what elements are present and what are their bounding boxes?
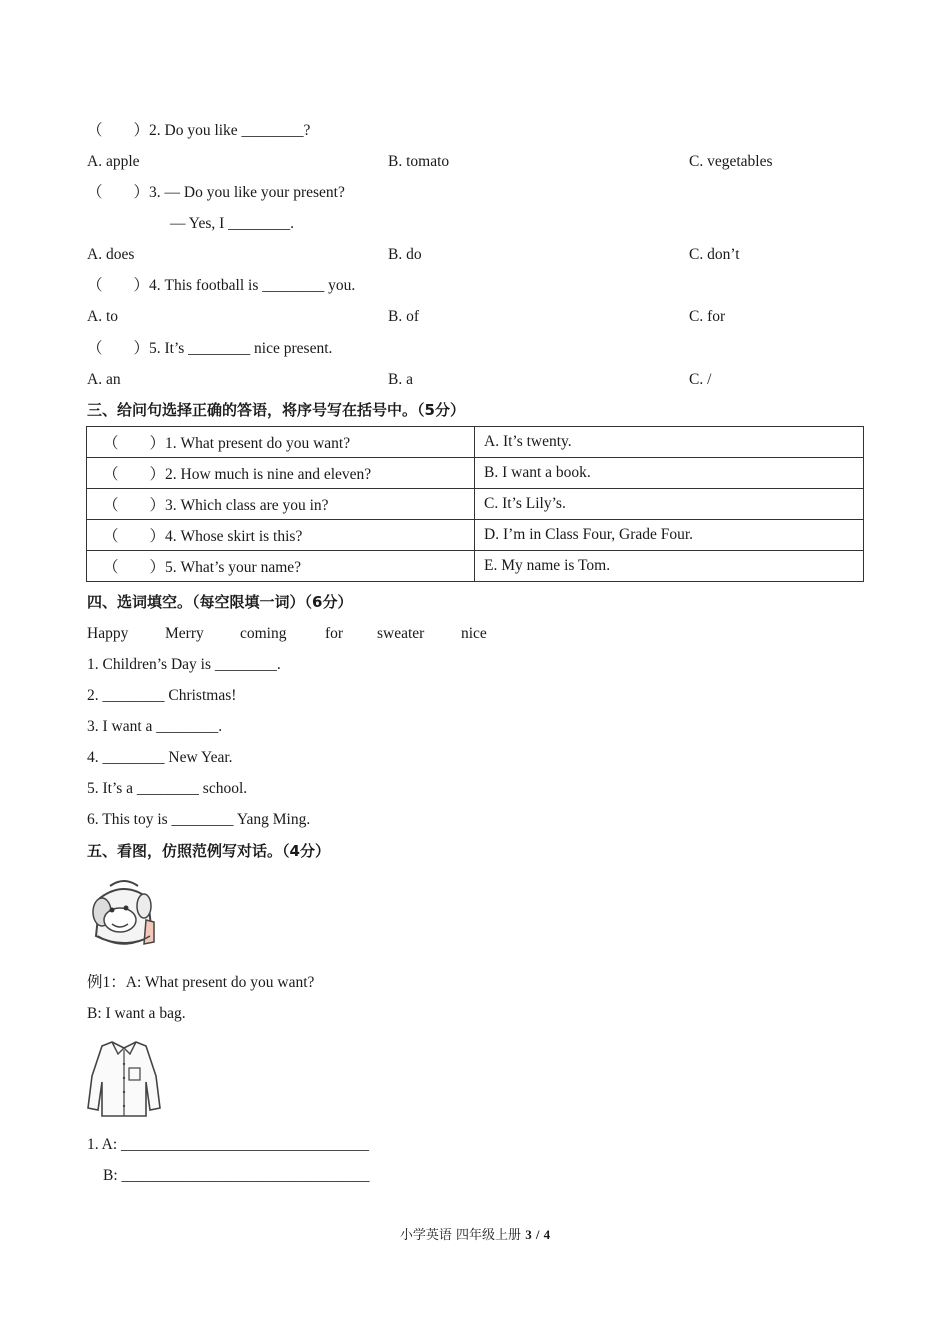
q4-stem: （ ）4. This football is ________ you. (87, 277, 356, 294)
q2-option-c: C. vegetables (689, 153, 773, 170)
table-row (87, 427, 864, 458)
answer-cell: B. I want a book. (475, 458, 864, 489)
table-row (87, 520, 864, 551)
answer-cell: A. It’s twenty. (475, 427, 864, 458)
question-cell: （ ）3. Which class are you in? (87, 489, 475, 520)
backpack-picture (86, 876, 162, 954)
example-question: 例1：A: What present do you want? (87, 974, 315, 991)
word-bank-item: Happy (87, 625, 129, 642)
word-bank-item: nice (461, 625, 487, 642)
fill-item: 6. This toy is ________ Yang Ming. (87, 811, 311, 828)
q2-stem: （ ）2. Do you like ________? (87, 122, 311, 139)
q4-option-b: B. of (388, 308, 419, 325)
example-answer: B: I want a bag. (87, 1005, 186, 1022)
page-separator: / (535, 1227, 540, 1242)
table-row (87, 458, 864, 489)
answer-cell: C. It’s Lily’s. (475, 489, 864, 520)
q4-option-a: A. to (87, 308, 118, 325)
page-number: 3 (525, 1227, 532, 1242)
section3-heading: 三、给问句选择正确的答语，将序号写在括号中。（5分） (87, 401, 465, 419)
section4-heading: 四、选词填空。（每空限填一词）（6分） (87, 593, 353, 611)
word-bank-item: sweater (377, 625, 425, 642)
question-cell: （ ）5. What’s your name? (87, 551, 475, 582)
q3-option-a: A. does (87, 246, 135, 263)
word-bank-item: for (325, 625, 344, 642)
fill-item: 4. ________ New Year. (87, 749, 233, 766)
q2-option-b: B. tomato (388, 153, 450, 170)
matching-table (86, 426, 864, 582)
answer-cell: D. I’m in Class Four, Grade Four. (475, 520, 864, 551)
fill-item: 5. It’s a ________ school. (87, 780, 248, 797)
table-row (87, 551, 864, 582)
footer-label: 小学英语 四年级上册 (399, 1228, 522, 1243)
word-bank-item: coming (240, 625, 287, 642)
question-cell: （ ）4. Whose skirt is this? (87, 520, 475, 551)
fill-item: 1. Children’s Day is ________. (87, 656, 281, 673)
answer-line-b: B: ________________________________ (103, 1167, 370, 1184)
fill-item: 3. I want a ________. (87, 718, 223, 735)
q3-stem: （ ）3. — Do you like your present? (87, 184, 345, 201)
q4-option-c: C. for (689, 308, 726, 325)
shirt-picture (86, 1036, 164, 1120)
q5-option-c: C. / (689, 371, 712, 388)
section5-heading: 五、看图，仿照范例写对话。（4分） (87, 842, 330, 860)
page-total: 4 (543, 1227, 551, 1242)
q5-option-b: B. a (388, 371, 413, 388)
question-cell: （ ）2. How much is nine and eleven? (87, 458, 475, 489)
answer-line-a: 1. A: ________________________________ (87, 1136, 370, 1153)
q3-stem-reply: — Yes, I ________. (170, 215, 295, 232)
q5-option-a: A. an (87, 371, 121, 388)
answer-cell: E. My name is Tom. (475, 551, 864, 582)
q5-stem: （ ）5. It’s ________ nice present. (87, 340, 333, 357)
page-footer (0, 1224, 950, 1243)
question-cell: （ ）1. What present do you want? (87, 427, 475, 458)
fill-item: 2. ________ Christmas! (87, 687, 237, 704)
q3-option-c: C. don’t (689, 246, 740, 263)
word-bank-item: Merry (165, 625, 204, 642)
q3-option-b: B. do (388, 246, 422, 263)
q2-option-a: A. apple (87, 153, 140, 170)
table-row (87, 489, 864, 520)
